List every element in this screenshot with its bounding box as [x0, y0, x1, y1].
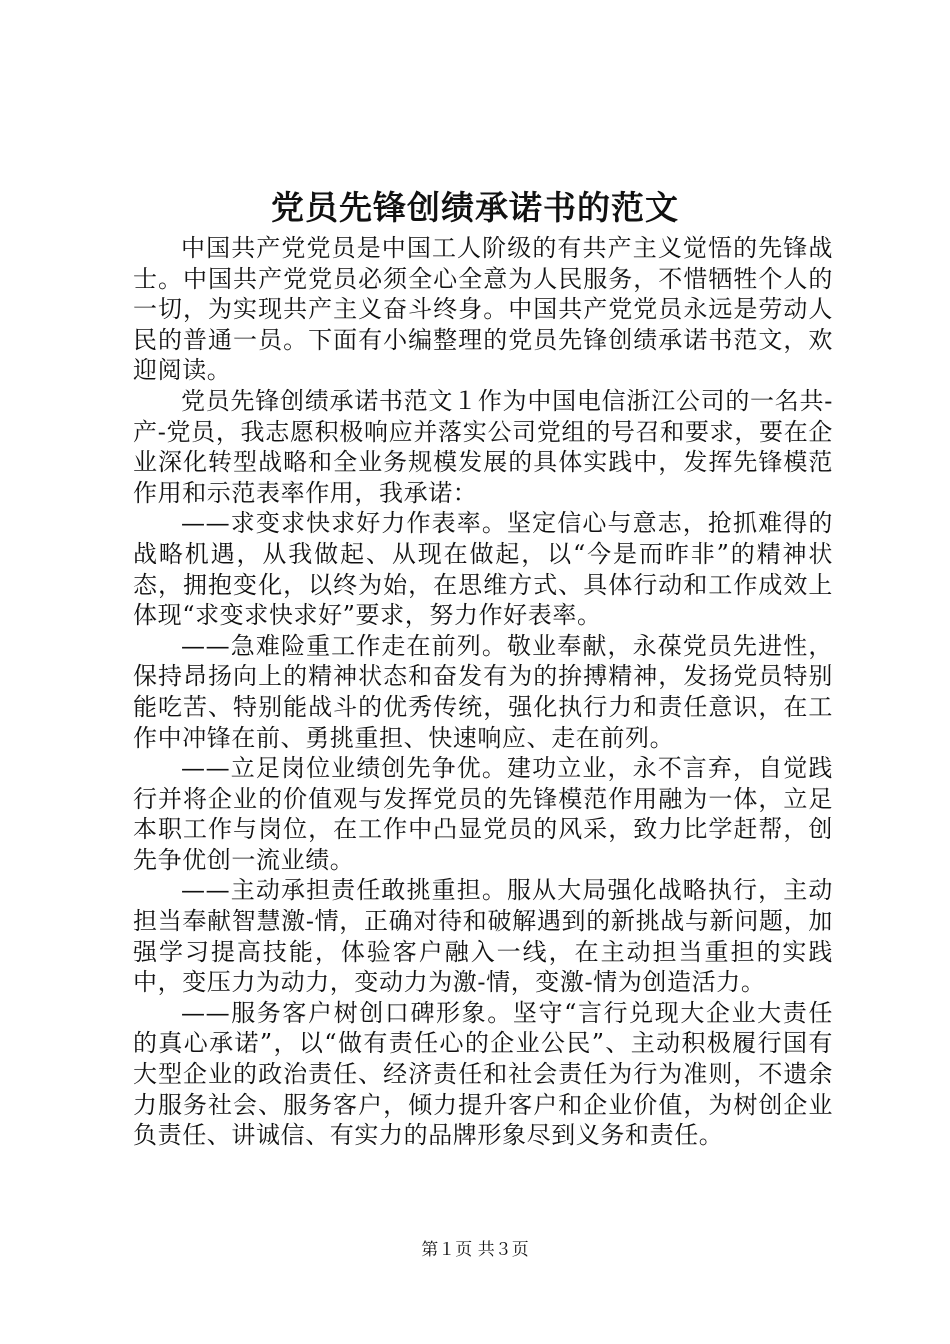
paragraph-pledge-1: ——求变求快求好力作表率。坚定信心与意志，抢抓难得的战略机遇，从我做起、从现在做起，以“今是而昨非”的精神状态，拥抱变化，以终为始，在思维方式、具体行动和工作成效上体现“求变求快求好”要求，努力作好表率。 [133, 509, 833, 630]
paragraph-pledge-2: ——急难险重工作走在前列。敬业奉献，永葆党员先进性，保持昂扬向上的精神状态和奋发有为的拚搏精神，发扬党员特别能吃苦、特别能战斗的优秀传统，强化执行力和责任意识，在工作中冲锋在前、勇挑重担、快速响应、走在前列。 [133, 631, 833, 752]
paragraph-intro: 中国共产党党员是中国工人阶级的有共产主义觉悟的先锋战士。中国共产党党员必须全心全意为人民服务，不惜牺牲个人的一切，为实现共产主义奋斗终身。中国共产党党员永远是劳动人民的普通一员。下面有小编整理的党员先锋创绩承诺书范文，欢迎阅读。 [133, 234, 833, 385]
paragraph-pledge-3: ——立足岗位业绩创先争优。建功立业，永不言弃，自觉践行并将企业的价值观与发挥党员的先锋模范作用融为一体，立足本职工作与岗位，在工作中凸显党员的风采，致力比学赶帮，创先争优创一流业绩。 [133, 754, 833, 874]
paragraph-pledge-5: ——服务客户树创口碑形象。坚守“言行兑现大企业大责任的真心承诺”，以“做有责任心的企业公民”、主动积极履行国有大型企业的政治责任、经济责任和社会责任为行为准则，不遗余力服务社会、服务客户，倾力提升客户和企业价值，为树创企业负责任、讲诚信、有实力的品牌形象尽到义务和责任。 [133, 998, 833, 1150]
paragraph-pledge-opening: 党员先锋创绩承诺书范文１作为中国电信浙江公司的一名共-产-党员，我志愿积极响应并落实公司党组的号召和要求，要在企业深化转型战略和全业务规模发展的具体实践中，发挥先锋模范作用和示范表率作用，我承诺： [133, 386, 833, 507]
document-title: 党员先锋创绩承诺书的范文 [271, 188, 679, 227]
page-number-footer: 第１页 共３页 [421, 1240, 529, 1260]
paragraph-pledge-4: ——主动承担责任敢挑重担。服从大局强化战略执行，主动担当奉献智慧激-情，正确对待和破解遇到的新挑战与新问题，加强学习提高技能，体验客户融入一线，在主动担当重担的实践中，变压力为动力，变动力为激-情，变激-情为创造活力。 [133, 876, 833, 997]
document-body [133, 233, 833, 1151]
